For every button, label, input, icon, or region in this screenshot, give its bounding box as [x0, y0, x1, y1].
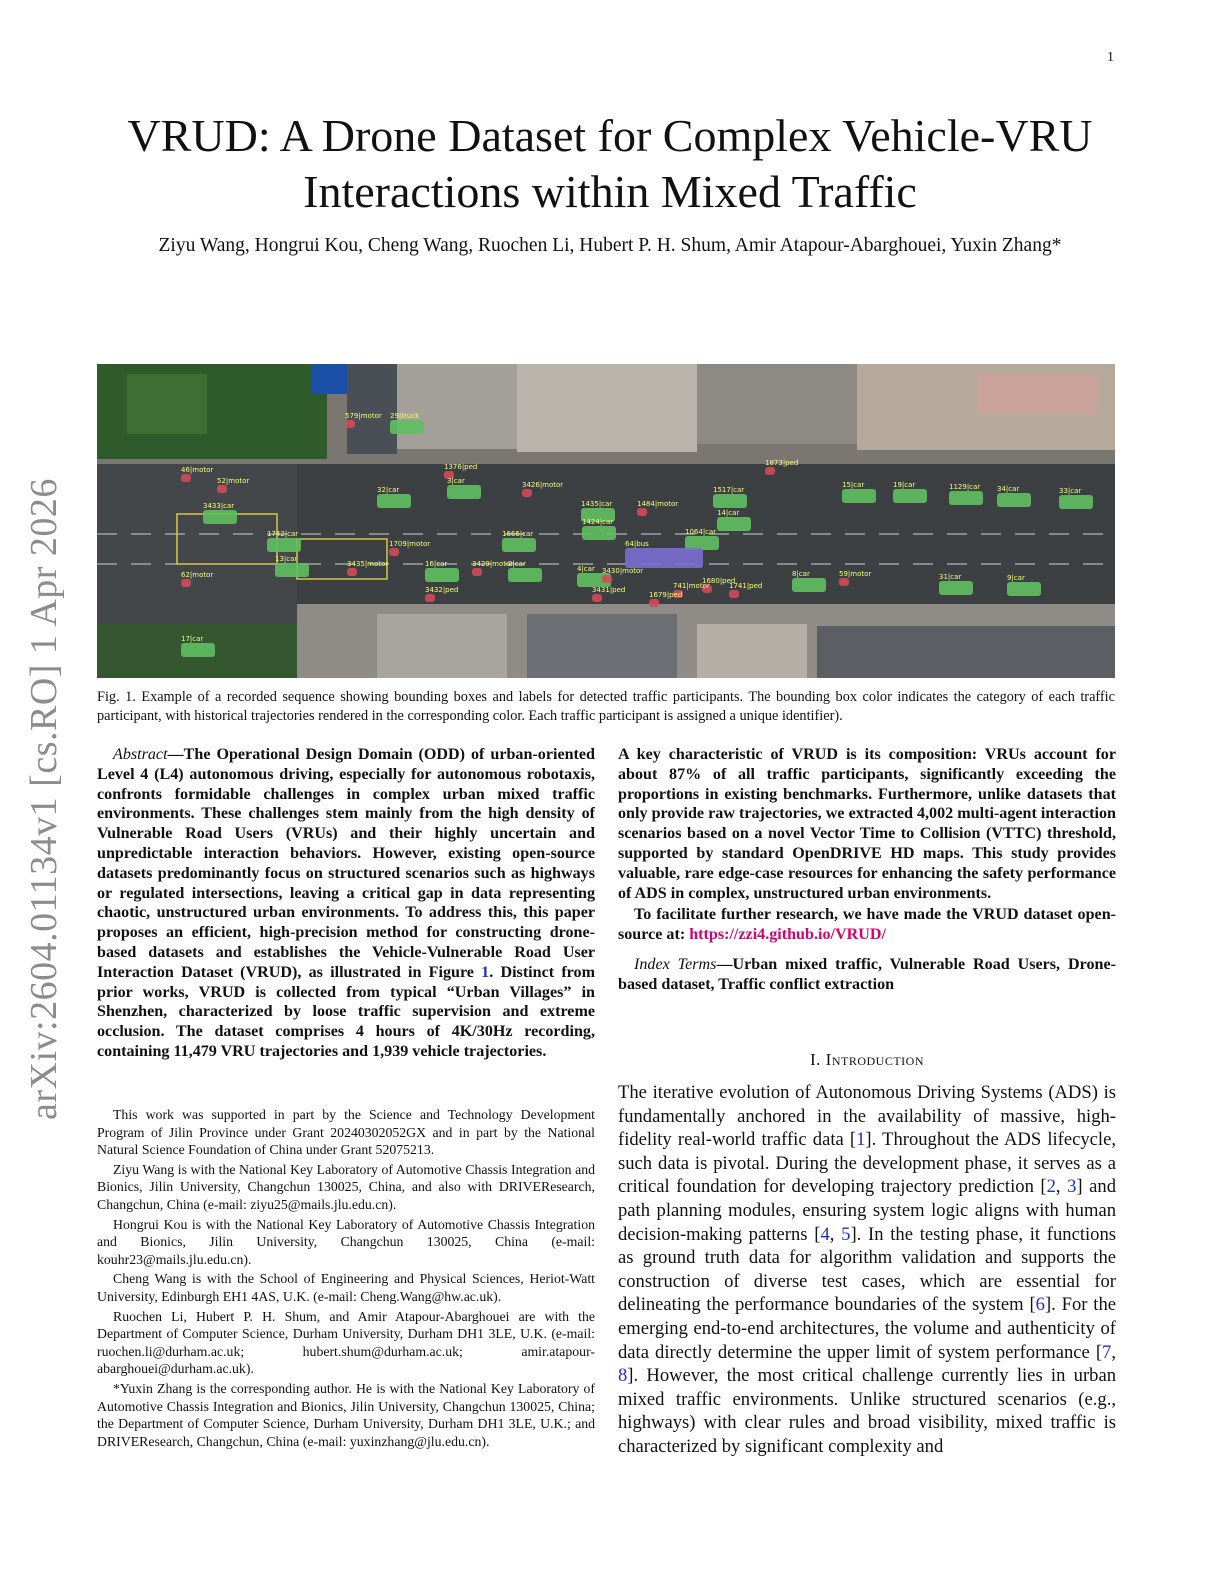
citation-link[interactable]: 5 — [841, 1223, 851, 1245]
footnotes — [97, 1106, 595, 1452]
car-marker — [203, 510, 237, 524]
vru-marker — [649, 599, 659, 607]
footnote-author-2: Hongrui Kou is with the National Key Laboratory of Automotive Chassis Integration and Bionics, Jilin University, Changchun 130025, China (e-mail: kouhr23@mails.jlu.edu.cn). — [97, 1216, 595, 1267]
dataset-url-link[interactable]: https://zzi4.github.io/VRUD/ — [689, 926, 886, 944]
detection-label: 1680|ped — [702, 577, 736, 585]
detection-label: 17|car — [181, 635, 204, 643]
vru-marker — [602, 575, 612, 583]
detection-label: 1679|ped — [649, 591, 683, 599]
detection-label: 46|motor — [181, 466, 214, 474]
footnote-corresponding-author: *Yuxin Zhang is the corresponding author. He is with the National Key Laboratory of Automotive Chassis Integration and Bionics, Jilin University, Changchun 130025, China; the Department of Computer Science, Durham University, Durham DH1 3LE, U.K.; and DRIVEResearch, Changchun, China (e-mail: yuxinzhang@jlu.edu.cn). — [97, 1380, 595, 1449]
car-marker — [713, 494, 747, 508]
page-number: 1 — [1107, 50, 1114, 65]
detection-label: 1435|car — [581, 500, 613, 508]
abstract-lead: Abstract — [113, 746, 168, 763]
car-marker — [792, 578, 826, 592]
author-list: Ziyu Wang, Hongrui Kou, Cheng Wang, Ruochen Li, Hubert P. H. Shum, Amir Atapour-Abarghouei, Yuxin Zhang* — [158, 235, 1062, 256]
detection-label: 3430|motor — [602, 567, 644, 575]
detection-label: 13|car — [275, 555, 298, 563]
abstract-paragraph-composition: A key characteristic of VRUD is its composition: VRUs account for about 87% of all traffic participants, significantly exceeding the proportions in existing benchmarks. Furthermore, unlike datasets that only provide raw trajectories, we extracted 4,002 multi-agent interaction scenarios based on a novel Vector Time to Collision (VTTC) threshold, supported by standard OpenDRIVE HD maps. This study provides valuable, rare edge-case resources for enhancing the safety performance of ADS in complex, unstructured urban environments. — [618, 746, 1116, 902]
detection-label: 3432|ped — [425, 586, 459, 594]
detection-label: 62|motor — [181, 571, 214, 579]
vru-marker — [592, 594, 602, 602]
car-marker — [1059, 495, 1093, 509]
arxiv-identifier: arXiv:2604.01134v1 [cs.RO] 1 Apr 2026 — [23, 478, 65, 1120]
vru-marker — [389, 548, 399, 556]
detection-label: 1129|car — [949, 483, 981, 491]
index-terms-lead: Index Terms — [634, 955, 717, 973]
detection-label: 1873|ped — [765, 459, 799, 467]
car-marker — [390, 420, 424, 434]
car-marker — [267, 538, 301, 552]
citation-link[interactable]: 2 — [1046, 1176, 1056, 1198]
car-marker — [508, 568, 542, 582]
bus-marker — [625, 548, 703, 568]
detection-label: 3429|motor — [472, 560, 514, 568]
detection-label: 16|car — [425, 560, 448, 568]
detection-label: 1424|car — [582, 518, 614, 526]
detection-label: 32|car — [377, 486, 400, 494]
abstract-paragraph-opensource: To facilitate further research, we have made the VRUD dataset open-source at: — [618, 906, 1116, 944]
vru-marker — [839, 578, 849, 586]
car-marker — [939, 581, 973, 595]
car-marker — [717, 517, 751, 531]
car-marker — [893, 489, 927, 503]
citation-link[interactable]: 3 — [1067, 1176, 1077, 1198]
footnote-funding: This work was supported in part by the Science and Technology Development Program of Jilin Province under Grant 20240302052GX and in part by the National Natural Science Foundation of China under Grant 52075213. — [97, 1107, 595, 1158]
detection-label: 33|car — [1059, 487, 1082, 495]
vru-marker — [217, 485, 227, 493]
abstract-body: —The Operational Design Domain (ODD) of urban-oriented Level 4 (L4) autonomous driving, especially for autonomous robotaxis, confronts formidable challenges in complex urban mixed traffic environments. These challenges stem mainly from the high density of Vulnerable Road Users (VRUs) and their highly uncertain and unpredictable interaction behaviors. However, existing open-source datasets predominantly focus on structured scenarios such as highways or regulated intersections, leaving a critical gap in data representing chaotic, unstructured urban environments. To address this, this paper proposes an efficient, high-precision method for constructing drone-based datasets and establishes the Vehicle-Vulnerable Road User Interaction Dataset (VRUD), as illustrated in Figure — [97, 746, 595, 981]
paper-title: VRUD: A Drone Dataset for Complex Vehicle-VRU Interactions within Mixed Traffic — [127, 110, 1093, 217]
vru-marker — [347, 568, 357, 576]
figure-drone-image — [97, 364, 1115, 678]
vru-marker — [729, 590, 739, 598]
detection-label: 3|car — [447, 477, 465, 485]
index-terms-body: —Urban mixed traffic, Vulnerable Road Users, Drone-based dataset, Traffic conflict extraction — [618, 955, 1116, 993]
citation-link[interactable]: 8 — [618, 1365, 628, 1387]
abstract-body-continued: . Distinct from prior works, VRUD is collected from typical “Urban Villages” in Shenzhen, characterized by loose traffic supervision and extreme occlusion. The dataset comprises 4 hours of 4K/30Hz recording, containing 11,479 VRU trajectories and 1,939 vehicle trajectories. — [97, 963, 595, 1060]
detection-label: 1741|ped — [729, 582, 763, 590]
detection-label: 19|car — [893, 481, 916, 489]
detection-label: 31|car — [939, 573, 962, 581]
car-marker — [949, 491, 983, 505]
detection-label: 741|motor — [673, 582, 710, 590]
detection-label: 1742|car — [267, 530, 299, 538]
citation-link[interactable]: 4 — [820, 1223, 830, 1245]
car-marker — [997, 493, 1031, 507]
footnote-author-1: Ziyu Wang is with the National Key Laboratory of Automotive Chassis Integration and Bionics, Jilin University, Changchun 130025, China, and also with DRIVEResearch, Changchun, China (e-mail: ziyu25@mails.jlu.edu.cn). — [97, 1161, 595, 1212]
detection-label: 59|motor — [839, 570, 872, 578]
vru-marker — [472, 568, 482, 576]
car-marker — [502, 538, 536, 552]
detection-label: 1064|car — [685, 528, 717, 536]
detection-label: 1484|motor — [637, 500, 679, 508]
car-marker — [842, 489, 876, 503]
detection-label: 3426|motor — [522, 481, 564, 489]
detection-label: 29|truck — [390, 412, 420, 420]
detection-label: 1376|ped — [444, 463, 478, 471]
car-marker — [377, 494, 411, 508]
detection-label: 15|car — [842, 481, 865, 489]
section-title: Introduction — [825, 1050, 924, 1069]
detection-label: 4|car — [577, 565, 595, 573]
citation-link[interactable]: 1 — [856, 1129, 866, 1151]
vru-marker — [425, 594, 435, 602]
section-heading — [618, 1050, 1116, 1070]
detection-label: 52|motor — [217, 477, 250, 485]
detection-label: 1709|motor — [389, 540, 431, 548]
detection-label: 3435|motor — [347, 560, 389, 568]
detection-label: 579|motor — [345, 412, 382, 420]
car-marker — [181, 643, 215, 657]
abstract — [97, 745, 595, 1062]
introduction-text: The iterative evolution of Autonomous Driving Systems (ADS) is fundamentally anchored in the availability of massive, high-fidelity real-world traffic data [1]. Throughout the ADS lifecycle, such data is pivotal. During the development phase, it serves as a critical foundation for developing trajectory prediction [2, 3] and path planning modules, ensuring system logic aligns with human decision-making patterns [4, 5]. In the testing phase, it functions as ground truth data for algorithm validation and supports the construction of diverse test cases, which are essential for delineating the performance boundaries of the system [6]. For the emerging end-to-end architectures, the volume and authenticity of data directly determine the upper limit of system performance [7, 8]. However, the most critical challenge currently lies in urban mixed traffic environments. Unlike structured scenarios (e.g., highways) with clear rules and broad visibility, mixed traffic is characterized by significant complexity and — [618, 1082, 1117, 1457]
detection-label: 2|car — [508, 560, 526, 568]
section-number: I. — [810, 1050, 821, 1069]
vru-marker — [181, 474, 191, 482]
vru-marker — [765, 467, 775, 475]
detection-label: 1517|car — [713, 486, 745, 494]
citation-link[interactable]: 6 — [1035, 1294, 1045, 1316]
detection-label: 3431|ped — [592, 586, 626, 594]
detection-label: 8|car — [792, 570, 810, 578]
detection-label: 9|car — [1007, 574, 1025, 582]
car-marker — [275, 563, 309, 577]
vru-marker — [181, 579, 191, 587]
car-marker — [447, 485, 481, 499]
footnote-authors-durham: Ruochen Li, Hubert P. H. Shum, and Amir Atapour-Abarghouei are with the Department of Computer Science, Durham University, Durham DH1 3LE, U.K. (e-mail: ruochen.li@durham.ac.uk; hubert.shum@durham.ac.uk; amir.atapour-abarghouei@durham.ac.uk). — [97, 1308, 595, 1377]
car-marker — [425, 568, 459, 582]
detection-label: 1666|car — [502, 530, 534, 538]
figure-caption: Fig. 1. Example of a recorded sequence showing bounding boxes and labels for detected traffic participants. The bounding box color indicates the category of each traffic participant, with historical trajectories rendered in the corresponding color. Each traffic participant is assigned a unique identifier). — [97, 689, 1115, 724]
vru-marker — [345, 420, 355, 428]
citation-link[interactable]: 7 — [1102, 1341, 1112, 1363]
detection-label: 3433|car — [203, 502, 235, 510]
detection-label: 34|car — [997, 485, 1020, 493]
footnote-author-3: Cheng Wang is with the School of Engineering and Physical Sciences, Heriot-Watt University, Edinburgh EH1 4AS, U.K. (e-mail: Cheng.Wang@hw.ac.uk). — [97, 1271, 595, 1304]
vru-marker — [522, 489, 532, 497]
abstract-continued — [618, 745, 1116, 995]
detection-label: 64|bus — [625, 540, 649, 548]
drone-scene — [97, 364, 1115, 678]
vru-marker — [637, 508, 647, 516]
car-marker — [685, 536, 719, 550]
car-marker — [1007, 582, 1041, 596]
car-marker — [582, 526, 616, 540]
detection-label: 14|car — [717, 509, 740, 517]
figure-reference-link[interactable]: 1 — [481, 963, 490, 981]
